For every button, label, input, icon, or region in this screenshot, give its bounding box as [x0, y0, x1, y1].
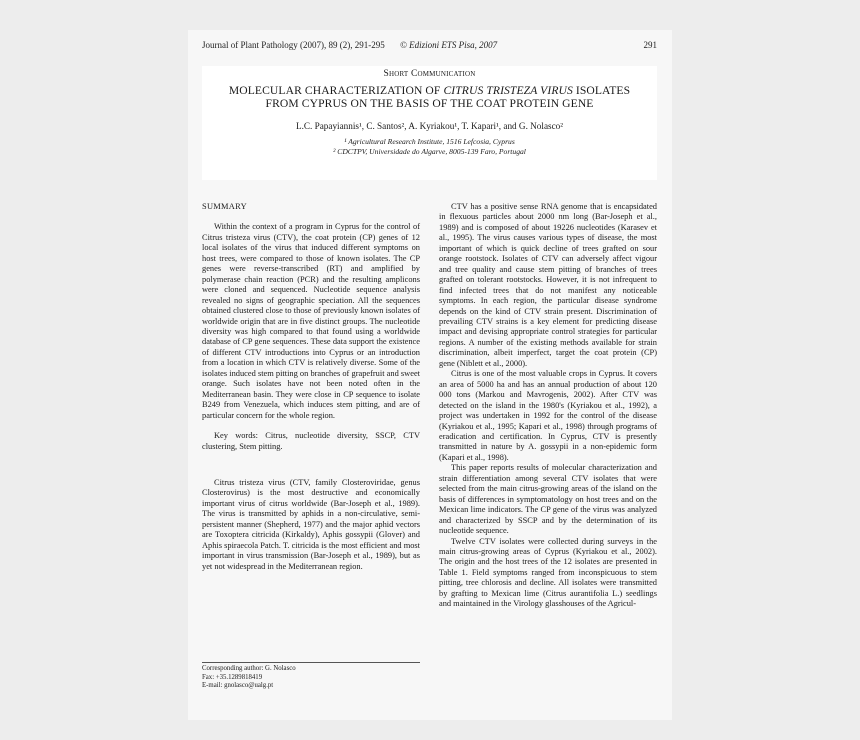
page-number: 291: [643, 40, 657, 50]
left-column: [202, 202, 420, 572]
summary-heading: SUMMARY: [202, 202, 247, 211]
affiliations: [202, 137, 657, 157]
intro-paragraph: Citrus tristeza virus (CTV, family Closteroviridae, genus Closterovirus) is the most destructive and economically important virus of citrus worldwide (Bar-Joseph et al., 1989). The virus is transmitted by aphids in a non-circulative, semi-persistent manner (Shepherd, 1977) and the major aphid vectors are Toxoptera citricida (Kirkaldy), Aphis gossypii (Glover) and Aphis spiraecola Patch. T. citricida is the most efficient and most important in virus transmission (Bar-Joseph et al., 1989), but as yet not widespread in the Mediterranean region.: [202, 477, 420, 571]
title-suffix: ISOLATES: [572, 84, 631, 97]
section-label: Short Communication: [383, 69, 476, 79]
publisher-notice: © Edizioni ETS Pisa, 2007: [400, 40, 498, 50]
correspondence-note: [202, 665, 420, 691]
right-column: [439, 202, 657, 610]
title-prefix: MOLECULAR CHARACTERIZATION OF: [228, 84, 444, 97]
footnote-rule: [202, 662, 420, 663]
body-paragraph-1: CTV has a positive sense RNA genome that is encapsidated in flexuous particles about 2000 nm long (Bar-Joseph et al., 1989) and is composed of about 19226 nucleotides (Karasev et al., 1995). The virus causes various types of disease, the most important of which is quick decline of trees grafted on sour orange rootstock. Isolates of CTV can adversely affect vigour and tree quality and cause stem pitting of branches of trees grafted on tolerant rootstocks. However, it is not infrequent to find infected trees that do not manifest any noticeable symptoms. In each region, the particular disease syndrome depends on the kind of CTV strain present. Discrimination of prevailing CTV strains is a key element for predicting disease impact and devising appropriate control strategies for particular regions. A number of the existing methods available for strain discrimination, albeit imperfect, target the coat protein (CP) gene (Niblett et al., 2000).: [439, 202, 657, 368]
affiliation-1: ¹ Agricultural Research Institute, 1516 Lefcosia, Cyprus: [344, 137, 515, 146]
article-title: [202, 84, 657, 110]
body-paragraph-2: Citrus is one of the most valuable crops in Cyprus. It covers an area of 5000 ha and has an annual production of about 120 000 tons (Markou and Mavrogenis, 2002). After CTV was detected on the island in the 1980's (Kyriakou et al., 1992), a project was undertaken in 1992 for the control of the disease (Kyriakou et al., 1995; Kapari et al., 1998) through programs of eradication and certification. In Cyprus, CTV is presently transmitted in nature by A. gossypii in a non-epidemic form (Kapari et al., 1998).: [439, 369, 657, 462]
title-virus-name: CITRUS TRISTEZA VIRUS: [443, 84, 573, 97]
author-list: L.C. Papayiannis¹, C. Santos², A. Kyriakou¹, T. Kapari¹, and G. Nolasco²: [295, 121, 564, 131]
email-address: E-mail: gnolasco@ualg.pt: [202, 682, 274, 690]
body-paragraph-4: Twelve CTV isolates were collected during surveys in the main citrus-growing areas of Cyprus (Kyriakou et al., 2002). The origin and the host trees of the 12 isolates are presented in Table 1. Field symptoms ranged from inconspicuous to stem pitting, tree chlorosis and decline. All isolates were transmitted by grafting to Mexican lime (Citrus aurantifolia L.) seedlings and maintained in the Virology glasshouses of the Agricul-: [439, 536, 657, 609]
fax-number: Fax: +35.1289818419: [202, 673, 263, 681]
keywords-paragraph: Key words: Citrus, nucleotide diversity, SSCP, CTV clustering, Stem pitting.: [202, 431, 420, 451]
body-paragraph-3: This paper reports results of molecular characterization and strain differentiation among several CTV isolates that were selected from the main citrus-growing areas of the island on the basis of differences in symptomatology on host trees and on the Mexican lime indicators. The CP gene of the virus was analyzed and characterized by SSCP and by the determination of its nucleotide sequence.: [439, 463, 657, 536]
journal-citation: Journal of Plant Pathology (2007), 89 (2), 291-295: [202, 40, 385, 50]
title-block: [202, 66, 657, 180]
affiliation-2: ² CDCTPV, Universidade do Algarve, 8005-139 Faro, Portugal: [333, 147, 526, 156]
corresponding-author: Corresponding author: G. Nolasco: [202, 665, 296, 672]
title-line-2: FROM CYPRUS ON THE BASIS OF THE COAT PROTEIN GENE: [265, 97, 594, 110]
summary-paragraph: Within the context of a program in Cyprus for the control of Citrus tristeza virus (CTV), the coat protein (CP) genes of 12 local isolates of the virus that induced different symptoms on host trees, were compared to those of known isolates. The CP genes were reverse-transcribed (RT) and amplified by polymerase chain reaction (PCR) and the resulting amplicons were cloned and sequenced. Nucleotide sequence analysis revealed no signs of geographic speciation. All the sequences obtained clustered close to those of previously known isolates of worldwide origin that are in five distinct groups. The nucleotide diversity was high compared to that found using a worldwide database of CP gene sequences. These data support the existence of different CTV introductions into Cyprus or an introduction from a location in which CTV is relatively diverse. Some of the isolates induced stem pitting on branches of grapefruit and sweet orange. Such isolates have not been noted often in the Mediterranean basin. They were close in CP sequence to isolate B249 from Venezuela, which induces stem pitting, and are of particular concern for the whole region.: [202, 222, 420, 420]
